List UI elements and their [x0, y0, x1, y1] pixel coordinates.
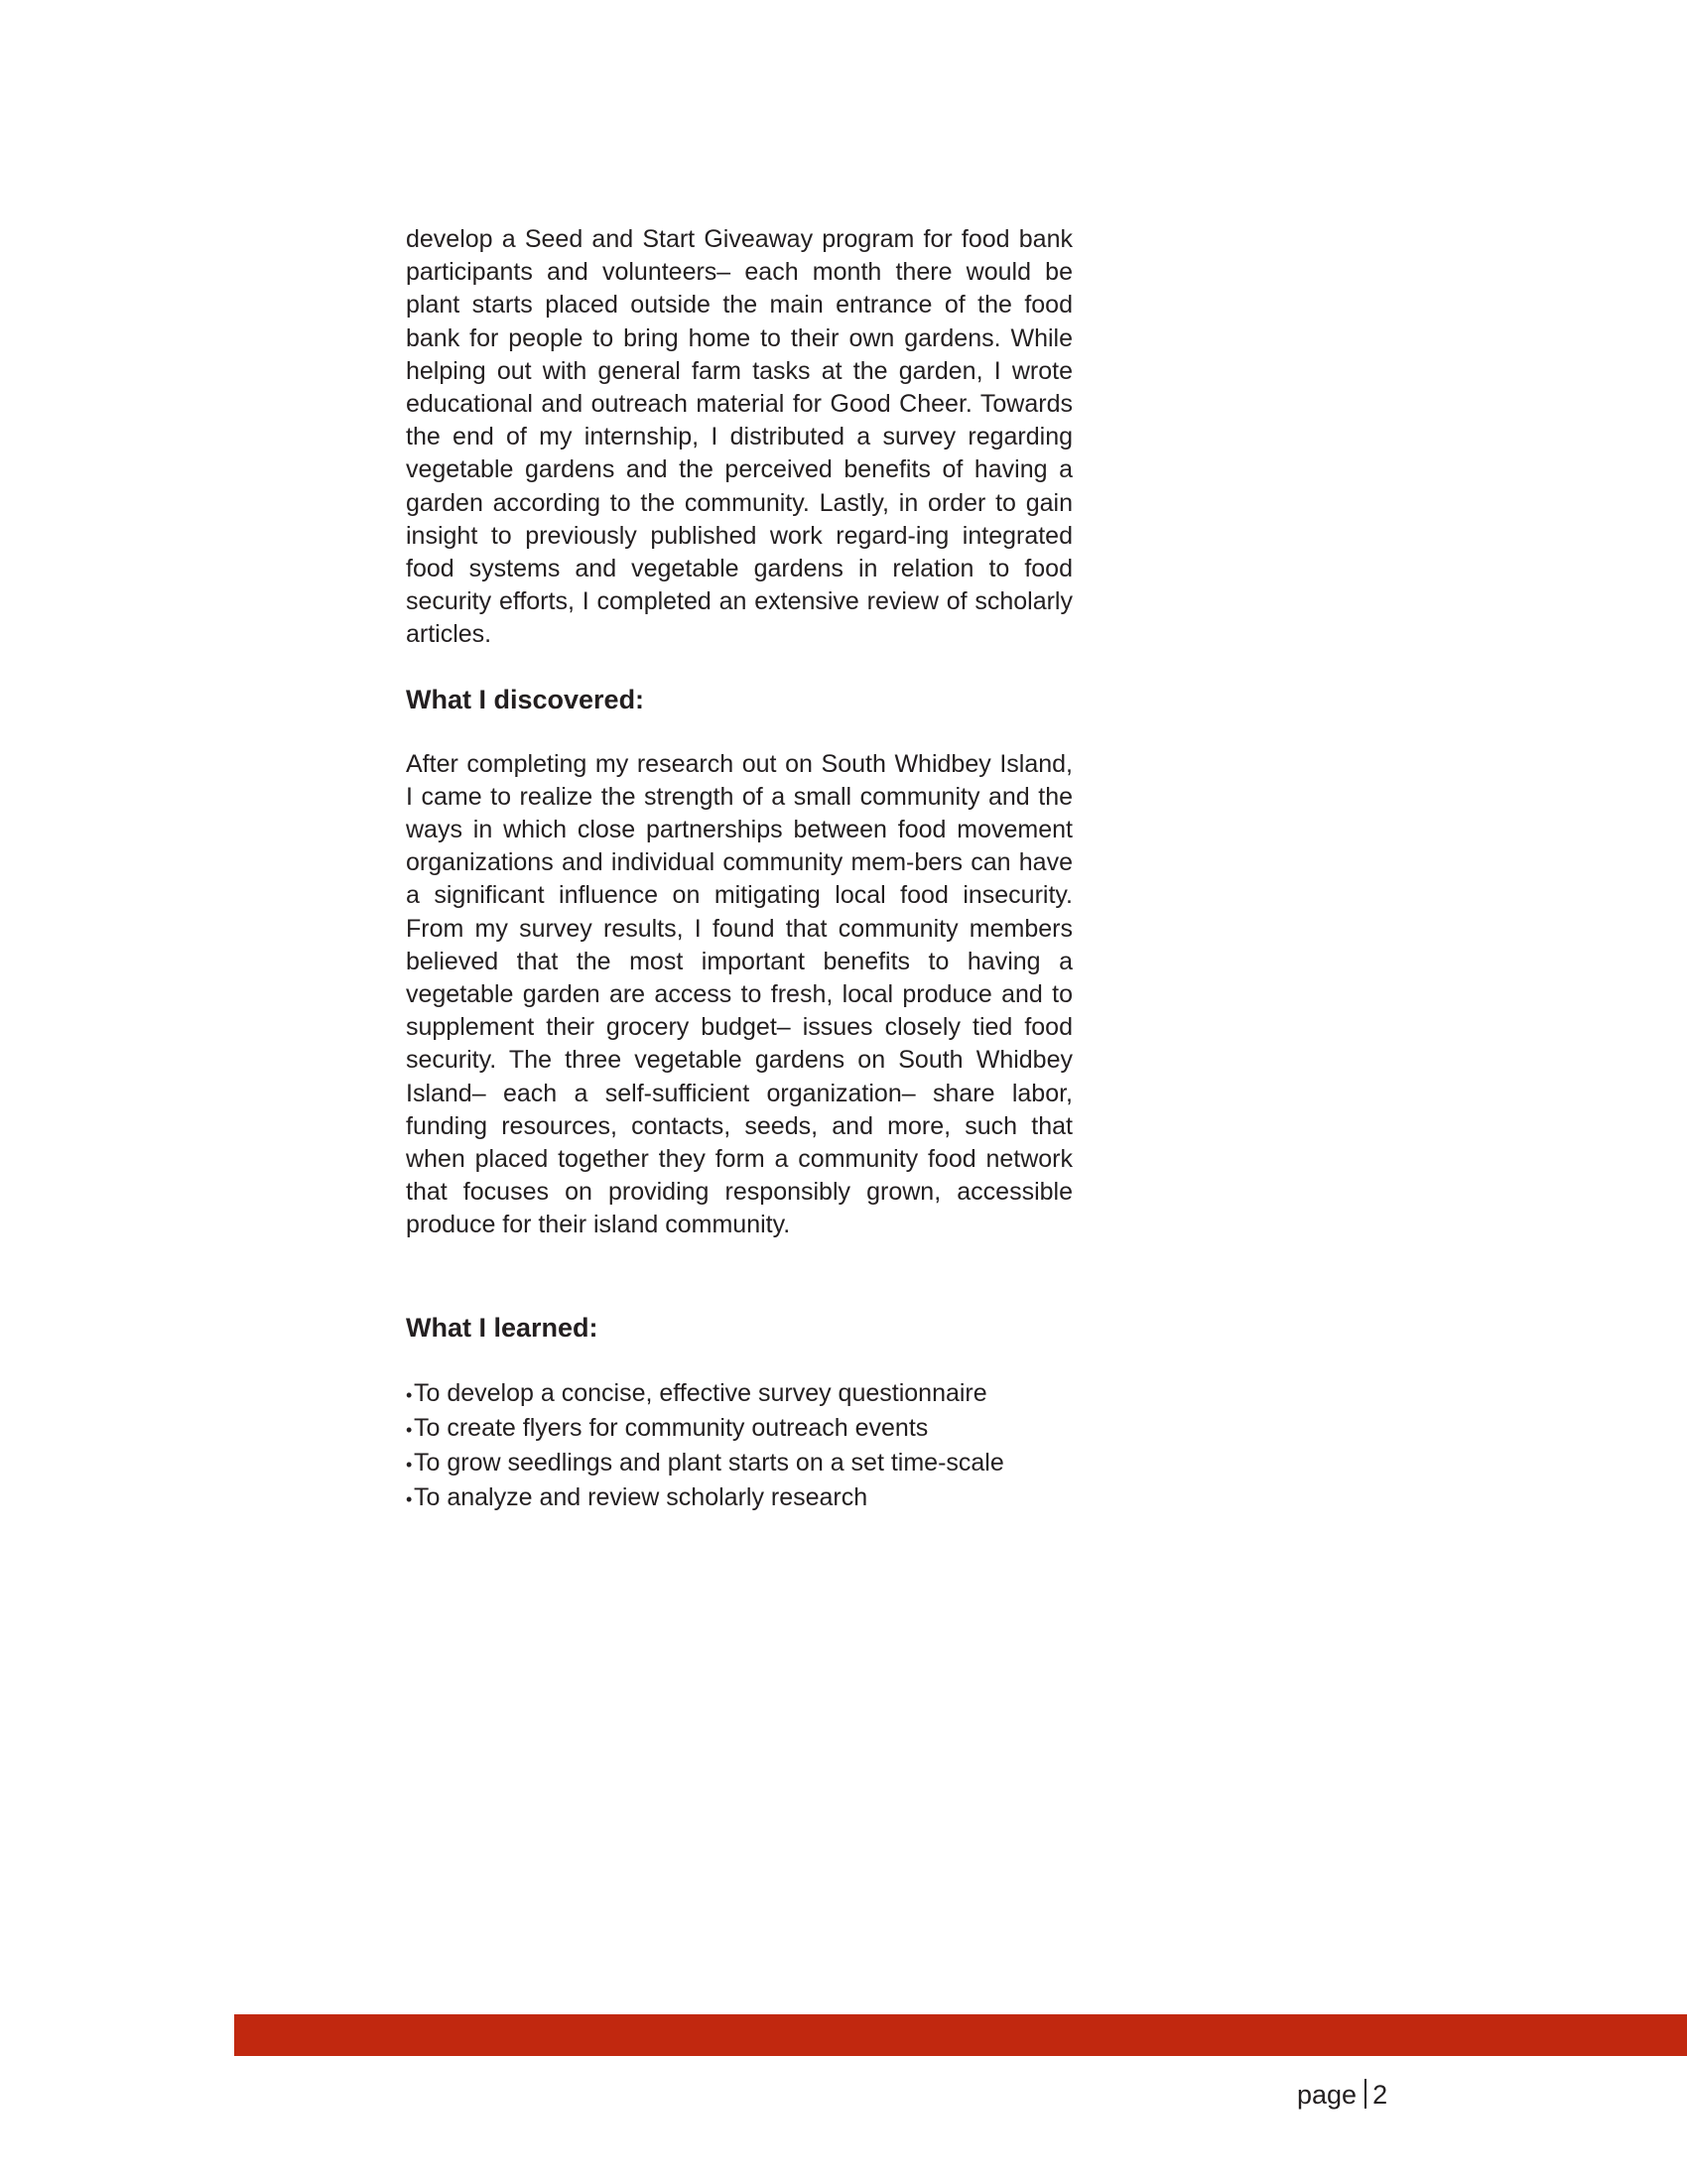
footer-accent-bar	[234, 2014, 1687, 2056]
heading-what-i-learned: What I learned:	[406, 1312, 598, 1343]
learned-list-item	[406, 1447, 1073, 1481]
learned-item-text: To develop a concise, effective survey questionnaire	[414, 1378, 987, 1407]
learned-list-item	[406, 1412, 1073, 1447]
heading-what-i-discovered: What I discovered:	[406, 684, 645, 714]
page-number-value: 2	[1372, 2080, 1388, 2110]
page-content	[406, 223, 1073, 1517]
bullet-icon: •	[406, 1455, 413, 1476]
learned-item-text: To analyze and review scholarly research	[414, 1483, 868, 1512]
learned-list-item	[406, 1481, 1073, 1516]
learned-item-text: To grow seedlings and plant starts on a set time-scale	[414, 1449, 1004, 1477]
bullet-icon: •	[406, 1419, 413, 1440]
bullet-icon: •	[406, 1489, 413, 1510]
bullet-icon: •	[406, 1384, 413, 1405]
page-number	[1297, 2077, 1387, 2113]
page-separator	[1364, 2079, 1366, 2109]
discovered-paragraph: After completing my research out on South Whidbey Island, I came to realize the strength of a small community and the ways in which close partnerships between food movement organizations and individual community mem-bers can have a significant influence on mitigating local food insecurity. From my survey results, I found that community members believed that the most important benefits to having a vegetable garden are access to fresh, local produce and to supplement their grocery budget– issues closely tied food security. The three vegetable gardens on South Whidbey Island– each a self-sufficient organization– share labor, funding resources, contacts, seeds, and more, such that when placed together they form a community food network that focuses on providing responsibly grown, accessible produce for their island community.	[406, 749, 1073, 1239]
learned-list	[406, 1377, 1073, 1517]
learned-list-item	[406, 1377, 1073, 1412]
intro-paragraph: develop a Seed and Start Giveaway program for food bank participants and volunteers– each month there would be plant starts placed outside the main entrance of the food bank for people to bring home to their own gardens. While helping out with general farm tasks at the garden, I wrote educational and outreach material for Good Cheer. Towards the end of my internship, I distributed a survey regarding vegetable gardens and the perceived benefits of having a garden according to the community. Lastly, in order to gain insight to previously published work regard-ing integrated food systems and vegetable gardens in relation to food security efforts, I completed an extensive review of scholarly articles.	[406, 225, 1073, 649]
page-label: page	[1297, 2080, 1358, 2110]
learned-item-text: To create flyers for community outreach events	[414, 1413, 929, 1442]
